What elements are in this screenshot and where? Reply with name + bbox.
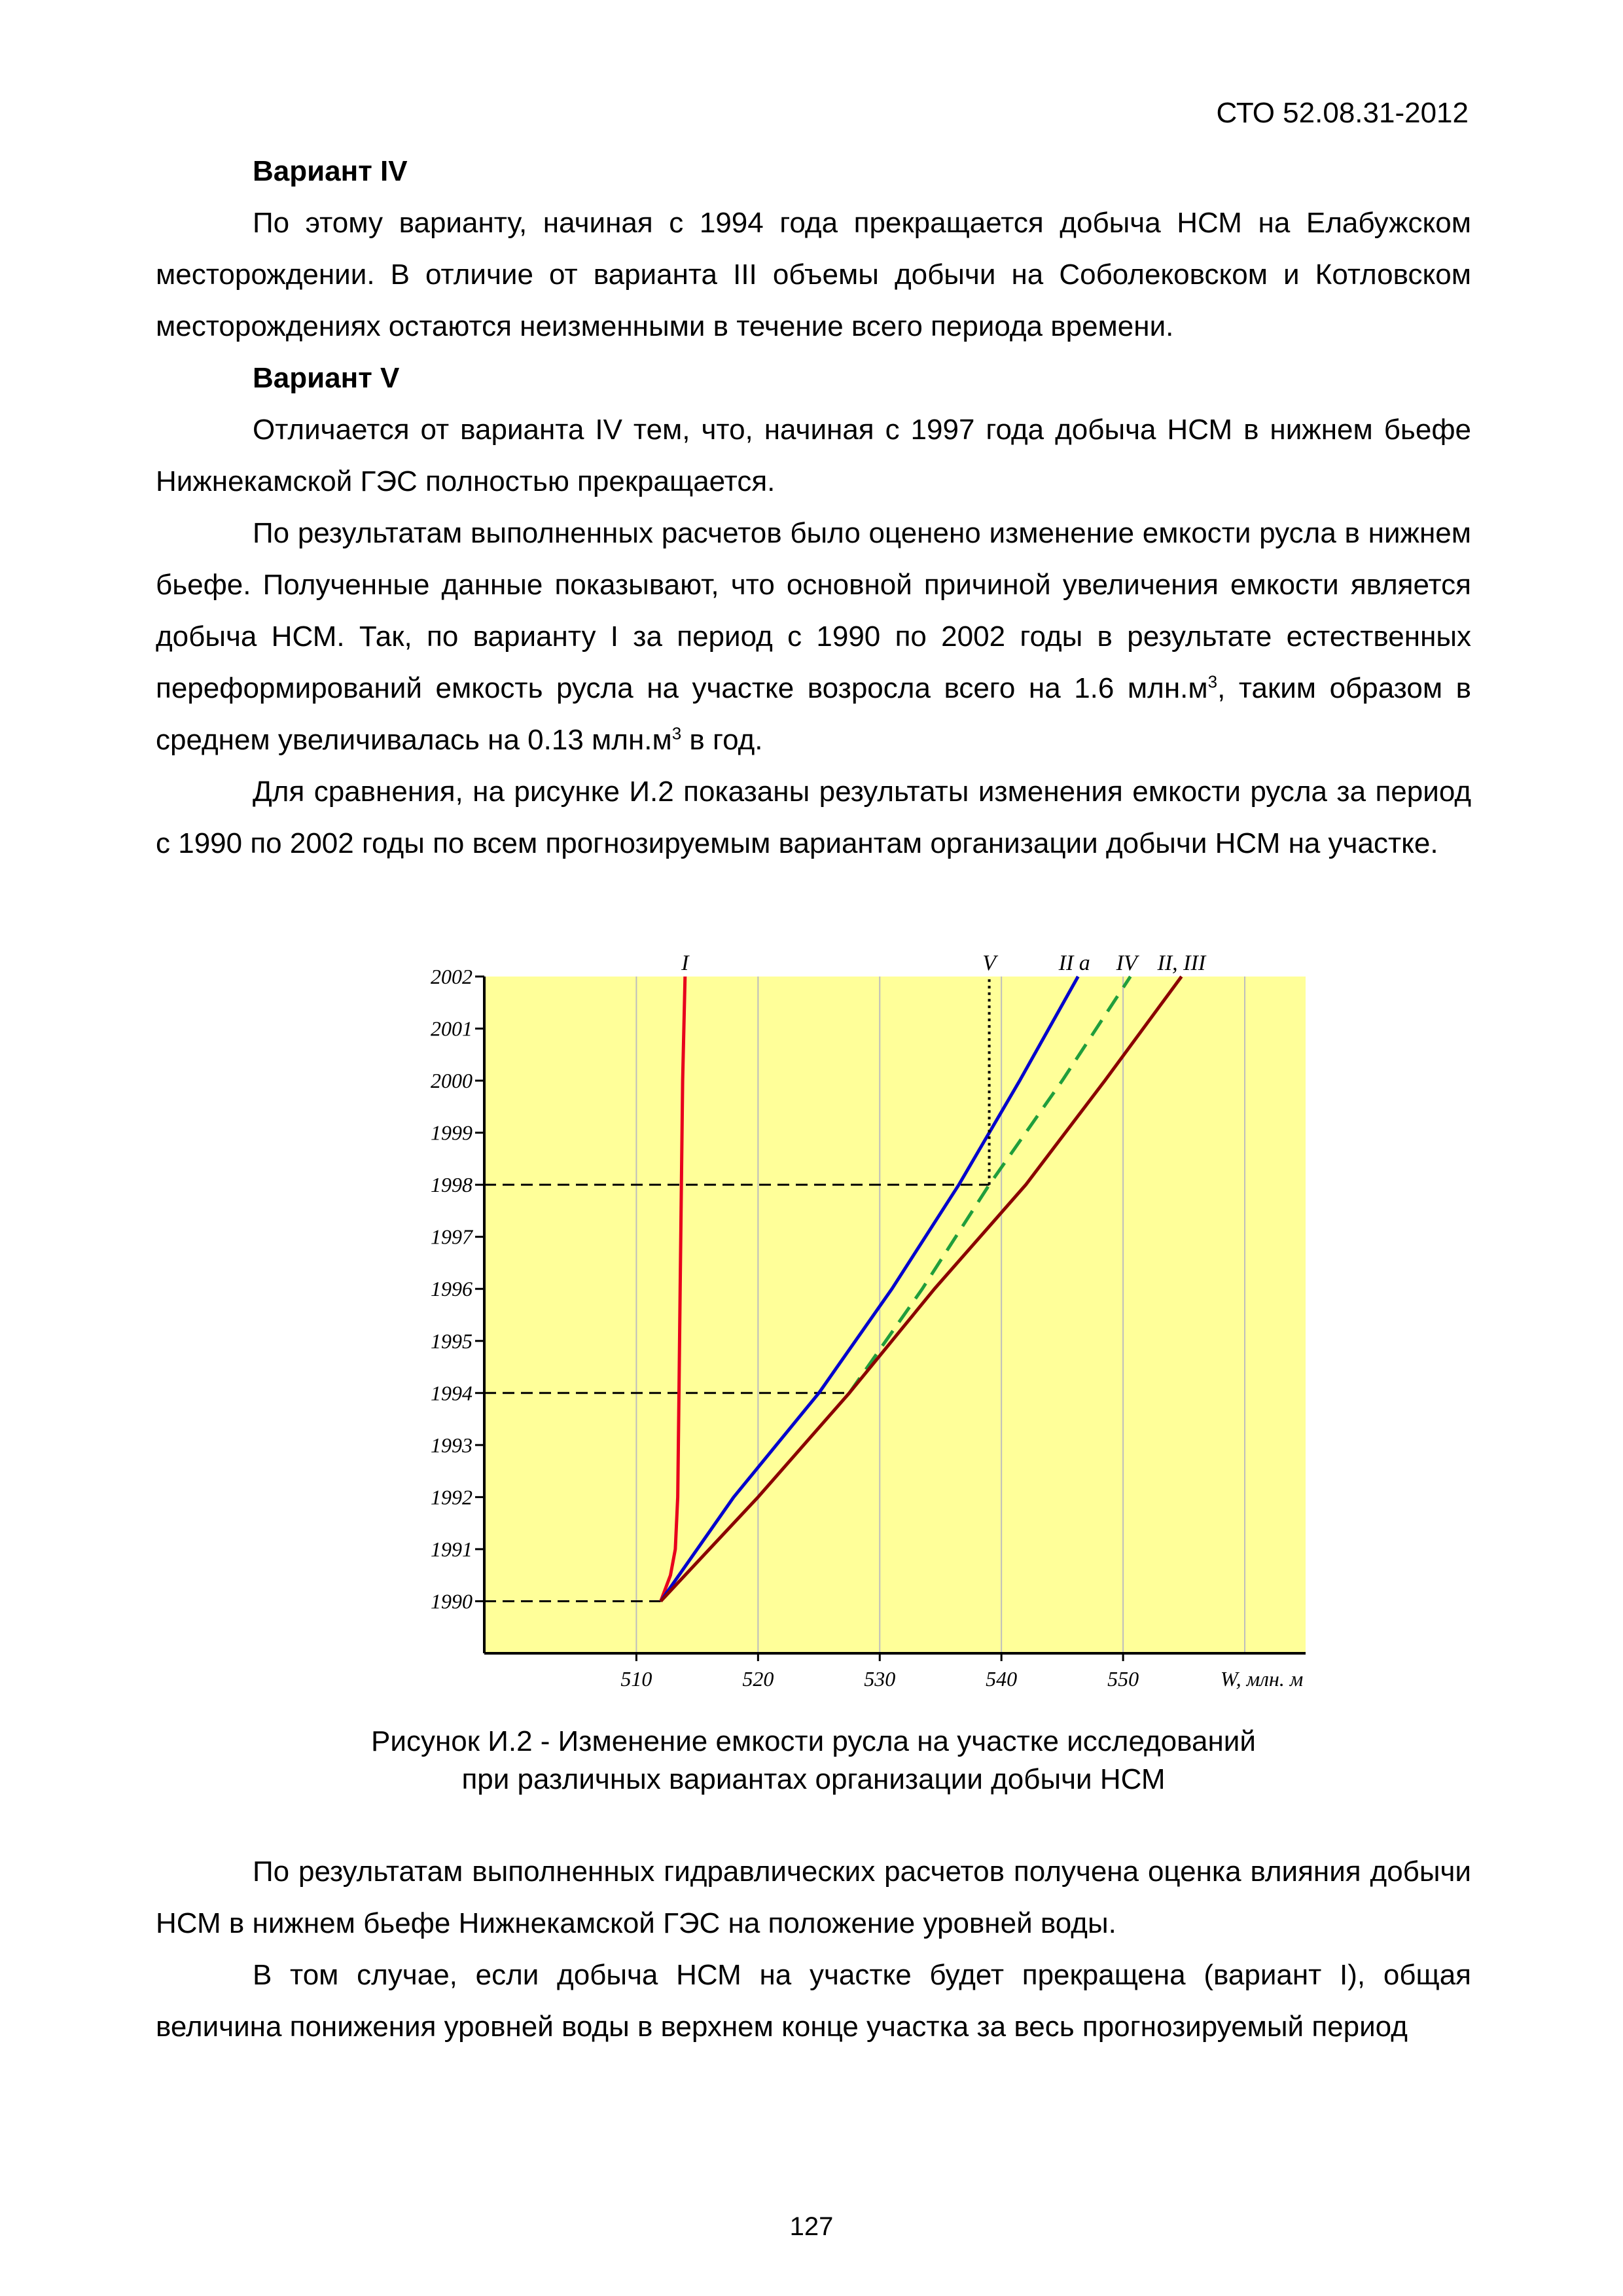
capacity-chart-container xyxy=(393,948,1322,1694)
y-tick-label: 1998 xyxy=(431,1173,473,1197)
x-tick-label: 510 xyxy=(620,1667,652,1691)
caption-line-1: Рисунок И.2 - Изменение емкости русла на участке исследований xyxy=(371,1725,1256,1757)
hydraulic-results-paragraph: По результатам выполненных гидравлических расчетов получена оценка влияния добычи НСМ в нижнем бьефе Нижнекамской ГЭС на положение уровней воды. xyxy=(156,1856,1471,1939)
variant-5-heading: Вариант V xyxy=(253,362,400,394)
y-tick-label: 1997 xyxy=(431,1225,473,1249)
series-label: II a xyxy=(1058,951,1090,975)
results-paragraph xyxy=(156,507,1471,766)
x-tick-label: 530 xyxy=(864,1667,896,1691)
page-number: 127 xyxy=(789,2212,834,2241)
x-tick-label: 540 xyxy=(986,1667,1018,1691)
variant-4-heading: Вариант IV xyxy=(253,155,408,187)
series-label: II, III xyxy=(1157,951,1206,975)
series-label: I xyxy=(681,951,689,975)
y-tick-label: 2002 xyxy=(431,965,473,988)
variant-4-paragraph: По этому варианту, начиная с 1994 года прекращается добыча НСМ на Елабужском месторождении. В отличие от варианта III объемы добычи на Соболековском и Котловском месторождениях остаются неизменными в течение всего периода времени. xyxy=(156,207,1471,342)
y-tick-label: 1992 xyxy=(431,1485,473,1509)
document-code: СТО 52.08.31-2012 xyxy=(1216,97,1469,129)
y-tick-label: 1995 xyxy=(431,1329,473,1353)
y-tick-label: 1999 xyxy=(431,1121,473,1145)
body-text-bottom xyxy=(156,1846,1471,2053)
x-axis-label: W, млн. м xyxy=(1220,1667,1304,1691)
y-tick-label: 1990 xyxy=(431,1589,473,1613)
series-label: V xyxy=(982,951,996,975)
y-tick-label: 1993 xyxy=(431,1433,473,1457)
y-tick-label: 2000 xyxy=(431,1069,473,1093)
y-tick-label: 1994 xyxy=(431,1381,473,1405)
results-superscript-2: 3 xyxy=(671,723,682,744)
y-tick-label: 2001 xyxy=(431,1016,473,1041)
y-tick-label: 1996 xyxy=(431,1277,473,1301)
results-text-a: По результатам выполненных расчетов было оценено изменение емкости русла в нижнем бьефе. Полученные данные показывают, что основной причиной увеличения емкости является добыча НСМ. Так, по варианту I за период с 1990 по 2002 годы в результате естественных переформирований емкость русла на участке возросла всего на 1.6 млн.м xyxy=(156,517,1471,704)
results-superscript-1: 3 xyxy=(1207,672,1218,692)
variant-5-paragraph: Отличается от варианта IV тем, что, начиная с 1997 года добыча НСМ в нижнем бьефе Нижнекамской ГЭС полностью прекращается. xyxy=(156,414,1471,497)
capacity-chart xyxy=(393,948,1322,1694)
results-text-b: , таким образом в среднем увеличивалась на 0.13 млн.м xyxy=(156,672,1471,756)
variant-1-water-level-paragraph: В том случае, если добыча НСМ на участке будет прекращена (вариант I), общая величина понижения уровней воды в верхнем конце участка за весь прогнозируемый период xyxy=(156,1959,1471,2043)
figure-caption xyxy=(156,1723,1471,1799)
y-tick-label: 1991 xyxy=(431,1537,473,1561)
plot-background xyxy=(484,977,1306,1653)
series-label: IV xyxy=(1116,951,1137,975)
results-text-c: в год. xyxy=(681,724,763,756)
caption-line-2: при различных вариантах организации добычи НСМ xyxy=(461,1763,1166,1795)
body-text-top xyxy=(156,145,1471,869)
comparison-paragraph: Для сравнения, на рисунке И.2 показаны результаты изменения емкости русла за период с 1990 по 2002 годы по всем прогнозируемым вариантам организации добычи НСМ на участке. xyxy=(156,776,1471,859)
x-tick-label: 520 xyxy=(742,1667,774,1691)
x-tick-label: 550 xyxy=(1107,1667,1139,1691)
